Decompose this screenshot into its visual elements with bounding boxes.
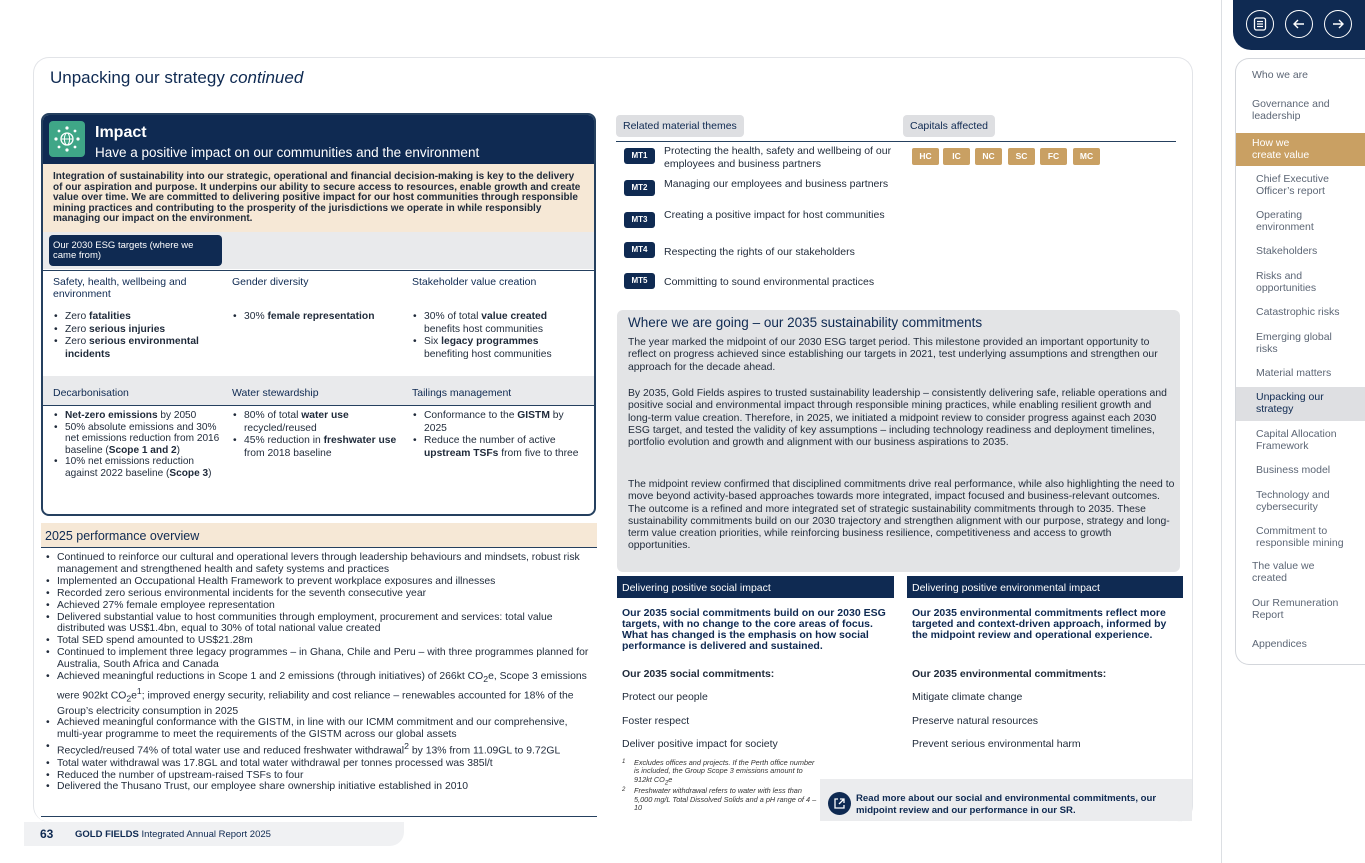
page-number: 63 bbox=[40, 827, 54, 841]
themes-header: Related material themes bbox=[616, 115, 744, 137]
sidebar-item-stakeholders[interactable]: Stakeholders bbox=[1256, 245, 1318, 257]
sidebar-item-technology[interactable]: Technology and cybersecurity bbox=[1256, 489, 1330, 513]
sidebar-item-capital-allocation[interactable]: Capital Allocation Framework bbox=[1256, 428, 1337, 452]
theme-text: Managing our employees and business partners bbox=[664, 178, 889, 190]
divider bbox=[41, 816, 597, 817]
list-item: • Reduced the number of upstream-raised TSFs to four bbox=[45, 770, 590, 782]
arrow-left-icon[interactable] bbox=[1285, 10, 1313, 38]
list-item: • Recorded zero serious environmental incidents for the seventh consecutive year bbox=[45, 588, 590, 600]
target-list-stakeholder bbox=[412, 311, 582, 361]
sidebar-item-material-matters[interactable]: Material matters bbox=[1256, 367, 1332, 379]
sidebar-item-catastrophic-risks[interactable]: Catastrophic risks bbox=[1256, 306, 1340, 318]
list-item: • Implemented an Occupational Health Framework to prevent workplace exposures and illnesses bbox=[45, 576, 590, 588]
target-list-tailings bbox=[412, 410, 582, 460]
list-item: • Zero fatalities bbox=[53, 311, 223, 324]
theme-badge: MT2 bbox=[624, 180, 655, 196]
read-more-link[interactable]: Read more about our social and environmental commitments, our midpoint review and our performance in our SR. bbox=[856, 793, 1157, 816]
social-lead: Our 2035 social commitments build on our 2030 ESG targets, with no change to the core areas of focus. What has changed is the emphasis on how social performance is delivered and sustained. bbox=[622, 607, 886, 652]
divider bbox=[1221, 0, 1222, 863]
list-item: • Achieved 27% female employee representation bbox=[45, 600, 590, 612]
sidebar-item-appendices[interactable]: Appendices bbox=[1252, 638, 1307, 650]
target-list-water bbox=[232, 410, 402, 460]
list-item: • 50% absolute emissions and 30% net emissions reduction from 2016 baseline (Scope 1 and 2) bbox=[53, 422, 223, 457]
capital-badge: SC bbox=[1008, 148, 1035, 165]
sidebar-item-emerging-risks[interactable]: Emerging global risks bbox=[1256, 331, 1332, 355]
sidebar-item-how-we-create-value[interactable]: How we create value bbox=[1236, 133, 1365, 166]
theme-text: Committing to sound environmental practices bbox=[664, 276, 875, 288]
list-item: • Zero serious injuries bbox=[53, 324, 223, 337]
list-item: • 10% net emissions reduction against 2022 baseline (Scope 3) bbox=[53, 456, 223, 479]
impact-subtitle: Have a positive impact on our communities and the environment bbox=[95, 145, 480, 160]
sidebar-item-unpacking-strategy[interactable]: Unpacking our strategy bbox=[1236, 387, 1365, 421]
sidebar-item-ceo-report[interactable]: Chief Executive Officer’s report bbox=[1256, 173, 1329, 197]
capital-badge: MC bbox=[1073, 148, 1100, 165]
performance-list bbox=[45, 552, 590, 793]
footnotes bbox=[622, 759, 817, 812]
capitals-header: Capitals affected bbox=[903, 115, 995, 137]
environmental-subheading: Our 2035 environmental commitments: bbox=[912, 668, 1107, 680]
column-header: Gender diversity bbox=[232, 276, 309, 288]
list-item: • Continued to implement three legacy programmes – in Ghana, Chile and Peru – with three programmes planned for Australia, South Africa and Canada bbox=[45, 647, 590, 671]
divider bbox=[43, 405, 594, 406]
paragraph: By 2035, Gold Fields aspires to trusted sustainability leadership – consistently delivering safe, reliable operations and positive social and environmental impact through responsible mining practices, while enabling resilient growth and long-term value creation. Therefore, in 2025, we initiated a midpoint review to consider progress against each 2030 ESG target, and tested the validity of key assumptions – including technology readiness and deployment timelines, portfolio evolution and growth and alignment with our business aspirations to 2035. bbox=[628, 388, 1167, 449]
list-item: • Net-zero emissions by 2050 bbox=[53, 410, 223, 422]
social-subheading: Our 2035 social commitments: bbox=[622, 668, 775, 680]
theme-text: Protecting the health, safety and wellbeing of our employees and business partners bbox=[664, 145, 892, 170]
sidebar-item-governance[interactable]: Governance and leadership bbox=[1252, 98, 1330, 122]
list-item: • Conformance to the GISTM by 2025 bbox=[412, 410, 582, 435]
social-commitment: Protect our people bbox=[622, 691, 708, 703]
theme-text: Creating a positive impact for host communities bbox=[664, 209, 885, 221]
social-header: Delivering positive social impact bbox=[617, 576, 894, 598]
globe-network-icon bbox=[49, 121, 85, 157]
capital-badge: FC bbox=[1040, 148, 1067, 165]
top-navigation bbox=[1233, 0, 1365, 50]
list-item: • Delivered substantial value to host communities through employment, procurement and services: total value distributed was US$1.4bn, equal to 30% of total national value created bbox=[45, 612, 590, 636]
environmental-commitment: Prevent serious environmental harm bbox=[912, 738, 1081, 750]
list-item: • Achieved meaningful reductions in Scope 1 and 2 emissions (through initiatives) of 266kt $CO_2e$, Scope 3 emissions were 902kt $CO_2e^1$; improved energy security, reliability and cost reliance – renewables accounted for 18% of the Group’s electricity consumption in 2025 bbox=[45, 671, 590, 717]
paragraph: The midpoint review confirmed that disciplined commitments drive real performance, while also highlighting the need to move beyond activity-based approaches towards more integrated, impact focused and business-relevant outcomes. The outcome is a refined and more integrated set of strategic sustainability commitments through to 2035. These sustainability commitments build on our 2030 trajectory and strengthen alignment with our purpose, strategy and long-term value creation priorities, while reinforcing business resilience, competitiveness and access to growth opportunities. bbox=[628, 479, 1175, 552]
list-item: • Delivered the Thusano Trust, our employee share ownership initiative established in 2010 bbox=[45, 781, 590, 793]
sidebar-item-who-we-are[interactable]: Who we are bbox=[1252, 69, 1309, 81]
footnote: 2 Freshwater withdrawal refers to water with less than 5,000 mg/L Total Dissolved Solids and a pH range of 4 – 10 bbox=[622, 786, 817, 812]
target-list-decarbonisation bbox=[53, 410, 223, 479]
contents-list-icon[interactable] bbox=[1246, 10, 1274, 38]
social-commitment: Deliver positive impact for society bbox=[622, 738, 778, 750]
column-header: Safety, health, wellbeing and environment bbox=[53, 276, 187, 300]
list-item: • Recycled/reused 74% of total water use and reduced freshwater withdrawal$^2$ by 13% from 11.09GL to 9.72GL bbox=[45, 741, 590, 757]
capital-badge: IC bbox=[943, 148, 970, 165]
theme-badge: MT5 bbox=[624, 273, 655, 289]
list-item: • Six legacy programmes benefiting host communities bbox=[412, 336, 582, 361]
list-item: • 30% female representation bbox=[232, 311, 402, 324]
list-item: • 45% reduction in freshwater use from 2018 baseline bbox=[232, 435, 402, 460]
sidebar-item-business-model[interactable]: Business model bbox=[1256, 464, 1331, 476]
footer-title: GOLD FIELDS Integrated Annual Report 2025 bbox=[75, 829, 271, 840]
footnote: 1 Excludes offices and projects. If the Perth office number is included, the Group Scope 3 emissions amount to 912kt $CO_2e$ bbox=[622, 758, 815, 787]
list-item: • Total SED spend amounted to US$21.28m bbox=[45, 635, 590, 647]
list-item: • Zero serious environmental incidents bbox=[53, 336, 223, 361]
arrow-right-icon[interactable] bbox=[1324, 10, 1352, 38]
column-header: Decarbonisation bbox=[53, 387, 129, 399]
divider bbox=[616, 141, 1176, 142]
environmental-commitment: Mitigate climate change bbox=[912, 691, 1023, 703]
environmental-header: Delivering positive environmental impact bbox=[907, 576, 1183, 598]
list-item: • Total water withdrawal was 17.8GL and total water withdrawal per tonnes processed was 385l/t bbox=[45, 758, 590, 770]
column-header: Stakeholder value creation bbox=[412, 276, 537, 288]
sidebar-item-responsible-mining[interactable]: Commitment to responsible mining bbox=[1256, 525, 1344, 549]
targets-label: Our 2030 ESG targets (where we came from) bbox=[49, 235, 222, 266]
list-item: • Continued to reinforce our cultural and operational levers through leadership behaviours and mindsets, robust risk management and strengthened health and safety systems and practices bbox=[45, 552, 590, 576]
paragraph: The year marked the midpoint of our 2030 ESG target period. This milestone provided an important opportunity to reflect on progress achieved since establishing our targets in 2021, test underlying assumptions and strengthen our approach for the decade ahead. bbox=[628, 337, 1158, 373]
column-header: Water stewardship bbox=[232, 387, 319, 399]
theme-badge: MT1 bbox=[624, 148, 655, 164]
page-title: Unpacking our strategy continued bbox=[50, 68, 304, 87]
theme-badge: MT4 bbox=[624, 242, 655, 258]
performance-title: 2025 performance overview bbox=[41, 523, 597, 548]
capital-badge: HC bbox=[912, 148, 939, 165]
environmental-commitment: Preserve natural resources bbox=[912, 715, 1039, 727]
list-item: • Achieved meaningful conformance with the GISTM, in line with our ICMM commitment and our comprehensive, multi-year programme to meet the requirements of the GISTM across our global assets bbox=[45, 717, 590, 741]
theme-text: Respecting the rights of our stakeholders bbox=[664, 246, 855, 258]
column-header: Tailings management bbox=[412, 387, 512, 399]
sidebar bbox=[1235, 58, 1365, 665]
commitments-title: Where we are going – our 2035 sustainability commitments bbox=[628, 315, 983, 330]
impact-intro: Integration of sustainability into our strategic, operational and financial decision-making is key to the delivery of our aspiration and purpose. It underpins our ability to secure access to resources, enable growth and create value over time. We are committed to delivering positive impact for our host communities through responsible mining practices and contributing to the prosperity of the jurisdictions we operate in while responsibly managing our impact on the environment. bbox=[43, 164, 594, 232]
sidebar-item-value-created[interactable]: The value we created bbox=[1252, 560, 1315, 584]
list-item: • 30% of total value created benefits host communities bbox=[412, 311, 582, 336]
sidebar-item-operating-environment[interactable]: Operating environment bbox=[1256, 209, 1314, 233]
environmental-lead: Our 2035 environmental commitments reflect more targeted and context-driven approach, informed by the midpoint review and operational experience. bbox=[912, 607, 1167, 641]
theme-badge: MT3 bbox=[624, 212, 655, 228]
external-link-icon[interactable] bbox=[828, 792, 851, 815]
target-list-gender bbox=[232, 311, 402, 324]
impact-header bbox=[43, 115, 594, 164]
sidebar-item-remuneration[interactable]: Our Remuneration Report bbox=[1252, 597, 1339, 621]
impact-panel bbox=[41, 113, 596, 516]
capital-badge: NC bbox=[975, 148, 1002, 165]
list-item: • 80% of total water use recycled/reused bbox=[232, 410, 402, 435]
impact-title: Impact bbox=[95, 124, 147, 141]
sidebar-item-risks[interactable]: Risks and opportunities bbox=[1256, 270, 1317, 294]
social-commitment: Foster respect bbox=[622, 715, 690, 727]
divider bbox=[43, 270, 594, 271]
target-list-safety bbox=[53, 311, 223, 361]
list-item: • Reduce the number of active upstream TSFs from five to three bbox=[412, 435, 582, 460]
